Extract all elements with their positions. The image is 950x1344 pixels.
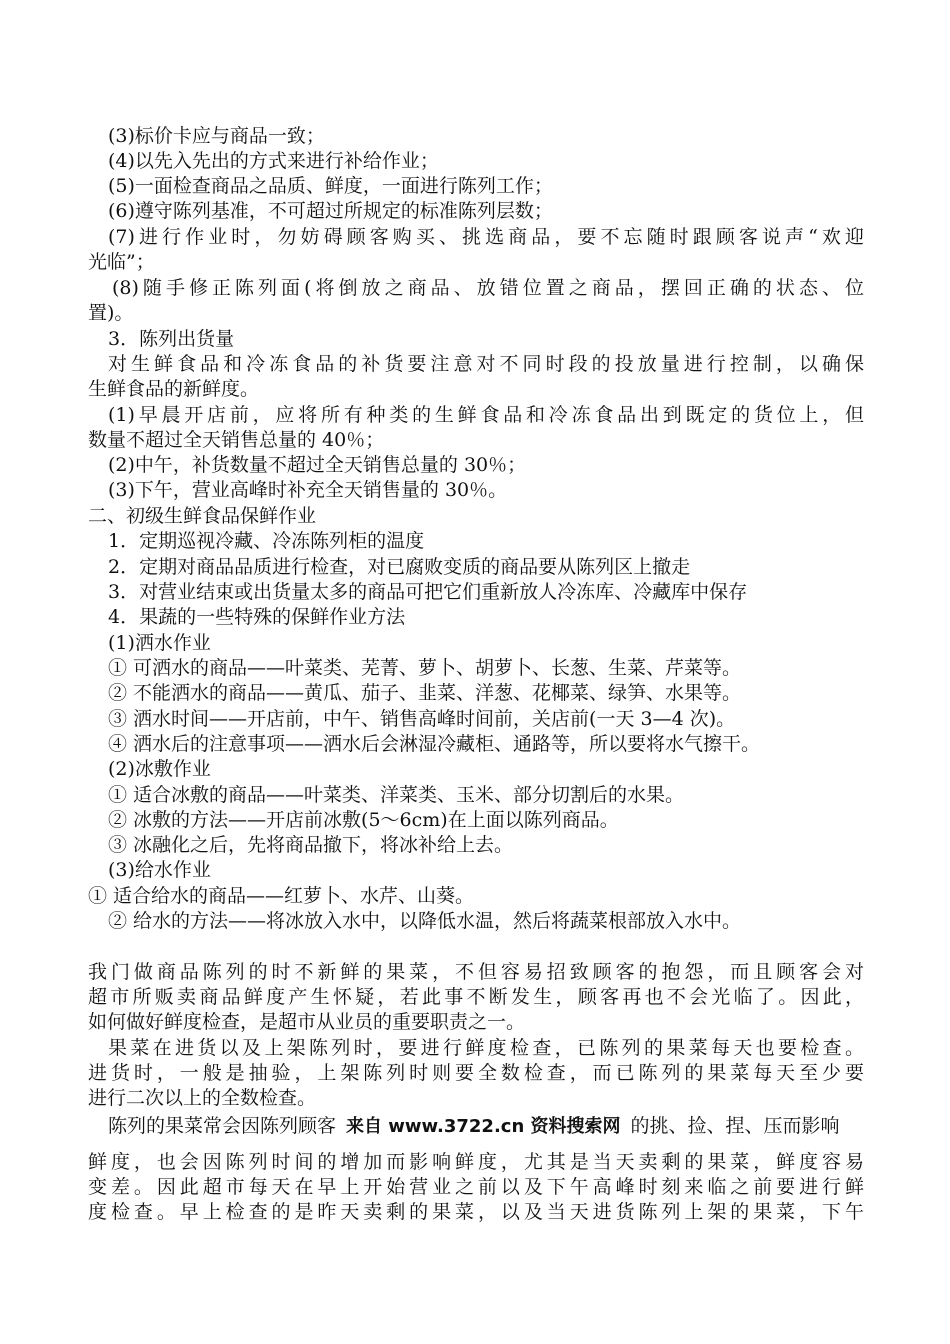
text-line: 进货时，一般是抽验，上架陈列时则要全数检查，而已陈列的果菜每天至少要 (88, 1062, 864, 1084)
section-heading: 二、初级生鲜食品保鲜作业 (88, 505, 317, 527)
watermark-text: 来自 www.3722.cn 资料搜索网 (346, 1116, 621, 1137)
text-line: 如何做好鲜度检查，是超市从业员的重要职责之一。 (88, 1011, 526, 1033)
text-line: 置)。 (88, 302, 134, 324)
text-line: (5)一面检查商品之品质、鲜度，一面进行陈列工作； (108, 175, 553, 197)
section-heading: 3．陈列出货量 (108, 328, 235, 350)
text-line: 度检查。早上检查的是昨天卖剩的果菜，以及当天进货陈列上架的果菜，下午 (88, 1201, 864, 1223)
text-line: 4．果蔬的一些特殊的保鲜作业方法 (108, 606, 406, 628)
text-line: (1)早晨开店前，应将所有种类的生鲜食品和冷冻食品出到既定的货位上，但 (108, 404, 864, 426)
text-line: 果菜在进货以及上架陈列时，要进行鲜度检查，已陈列的果菜每天也要检查。 (108, 1037, 864, 1059)
text-line: ① 可洒水的商品——叶菜类、芜菁、萝卜、胡萝卜、长葱、生菜、芹菜等。 (108, 657, 742, 679)
text-line: 进行二次以上的全数检查。 (88, 1087, 317, 1109)
text-line: 超市所贩卖商品鲜度产生怀疑，若此事不断发生，顾客再也不会光临了。因此， (88, 986, 864, 1008)
text-line: 2．定期对商品品质进行检查，对已腐败变质的商品要从陈列区上撤走 (108, 556, 691, 578)
text-line: ① 适合给水的商品——红萝卜、水芹、山葵。 (88, 885, 475, 907)
text-line: (3)下午，营业高峰时补充全天销售量的 30％。 (108, 479, 508, 501)
text-line: 数量不超过全天销售总量的 40％； (88, 429, 385, 451)
text-segment: 的挑、捡、捏、压而影响 (630, 1115, 840, 1137)
text-line: ③ 洒水时间——开店前，中午、销售高峰时间前，关店前(一天 3—4 次)。 (108, 708, 736, 730)
text-line: (3)标价卡应与商品一致； (108, 125, 325, 147)
text-line: (7)进行作业时，勿妨碍顾客购买、挑选商品，要不忘随时跟顾客说声“欢迎 (108, 226, 864, 248)
text-line: 光临”； (88, 251, 155, 273)
text-line: ① 适合冰敷的商品——叶菜类、洋菜类、玉米、部分切割后的水果。 (108, 784, 685, 806)
text-line: (8)随手修正陈列面(将倒放之商品、放错位置之商品，摆回正确的状态、位 (112, 277, 864, 299)
text-line: (2)冰敷作业 (108, 758, 211, 780)
text-line: 对生鲜食品和冷冻食品的补货要注意对不同时段的投放量进行控制，以确保 (108, 353, 864, 375)
text-line: ② 给水的方法——将冰放入水中，以降低水温，然后将蔬菜根部放入水中。 (108, 910, 742, 932)
text-line: 生鲜食品的新鲜度。 (88, 378, 260, 400)
watermark-line (108, 1114, 864, 1139)
text-line: 3．对营业结束或出货量太多的商品可把它们重新放人冷冻库、冷藏库中保存 (108, 581, 748, 603)
text-line: (6)遵守陈列基准，不可超过所规定的标准陈列层数； (108, 200, 553, 222)
text-line: 变差。因此超市每天在早上开始营业之前以及下午高峰时刻来临之前要进行鲜 (88, 1176, 864, 1198)
text-line: ② 不能洒水的商品——黄瓜、茄子、韭菜、洋葱、花椰菜、绿笋、水果等。 (108, 682, 742, 704)
text-line: 我门做商品陈列的时不新鲜的果菜，不但容易招致顾客的抱怨，而且顾客会对 (88, 961, 864, 983)
text-line: 1．定期巡视冷藏、冷冻陈列柜的温度 (108, 530, 425, 552)
text-line: (2)中午，补货数量不超过全天销售总量的 30％； (108, 454, 527, 476)
text-segment: 陈列的果菜常会因陈列顾客 (108, 1115, 337, 1137)
text-line: ② 冰敷的方法——开店前冰敷(5～6cm)在上面以陈列商品。 (108, 809, 619, 831)
text-line: ④ 洒水后的注意事项——洒水后会淋湿冷藏柜、通路等，所以要将水气擦干。 (108, 733, 761, 755)
text-line: ③ 冰融化之后，先将商品撤下，将冰补给上去。 (108, 834, 514, 856)
text-line: (3)给水作业 (108, 859, 211, 881)
text-line: (1)洒水作业 (108, 632, 211, 654)
text-line: 鲜度，也会因陈列时间的增加而影响鲜度，尤其是当天卖剩的果菜，鲜度容易 (88, 1151, 864, 1173)
text-line: (4)以先入先出的方式来进行补给作业； (108, 150, 439, 172)
